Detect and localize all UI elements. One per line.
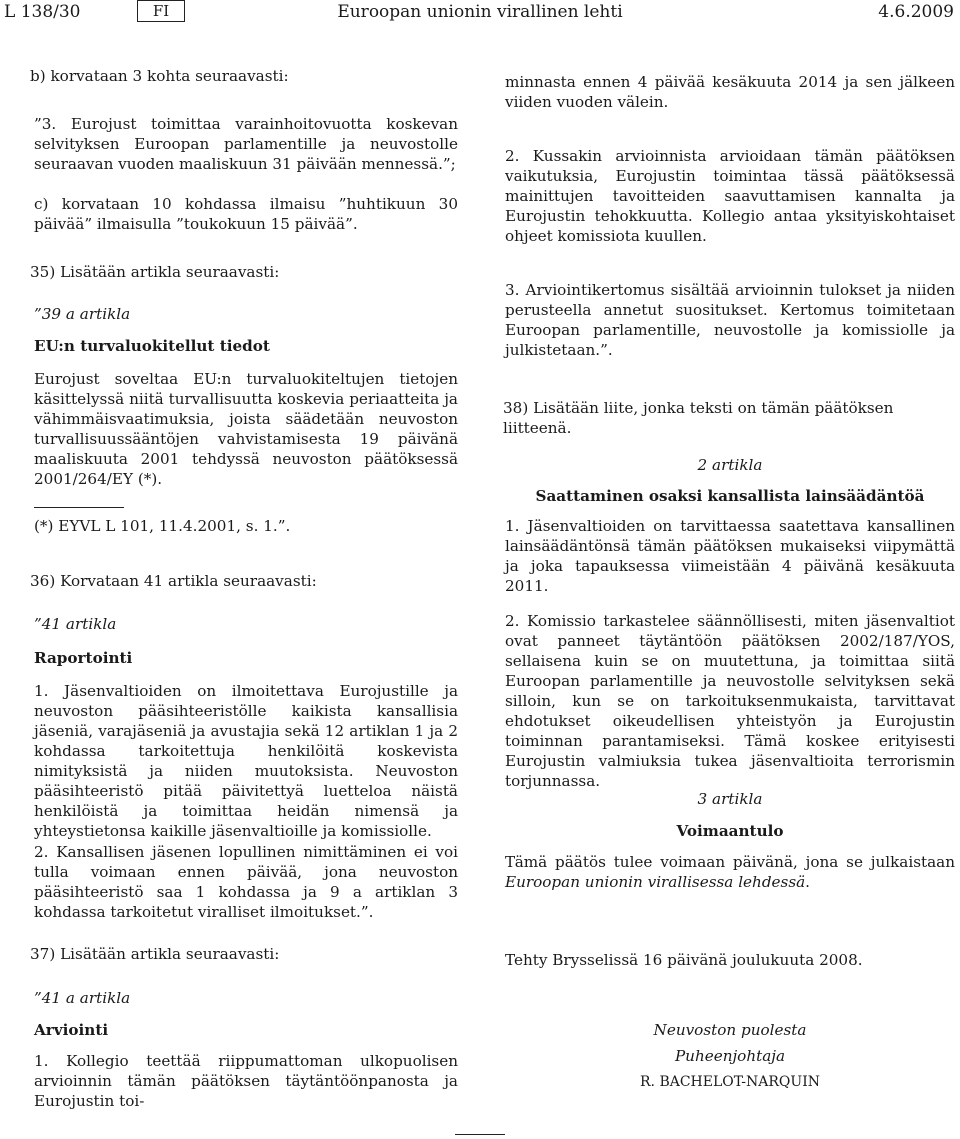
right-para-2: 2. Kussakin arvioinnista arvioidaan tämän päätöksen vaikutuksia, Eurojustin toimintaa tässä päätöksessä mainittujen tavoitteiden saavuttamisen kannalta ja Eurojustin tehokkuutta. Kollegio antaa yksityiskohtaiset ohjeet komissiota kuullen. [505,147,955,245]
article-41-title: Raportointi [34,649,133,667]
signature-role: Puheenjohtaja [674,1047,786,1065]
article-41a-title: Arviointi [34,1021,109,1039]
item-36: 36) Korvataan 41 artikla seuraavasti: [30,572,317,590]
article-39a-heading: ”39 a artikla [34,305,131,323]
item-35: 35) Lisätään artikla seuraavasti: [30,263,280,281]
article-41a-heading: ”41 a artikla [34,989,131,1007]
article-3-title: Voimaantulo [676,822,784,840]
article-41a-para-1: 1. Kollegio teettää riippumattoman ulkopuolisen arvioinnin tämän päätöksen täytäntöönpanosta ja Eurojustin toi- [34,1052,458,1110]
article-2-para-1: 1. Jäsenvaltioiden on tarvittaessa saatettava kansallinen lainsäädäntönsä tämän päätöksen mukaiseksi viipymättä ja joka tapauksessa viimeistään 4 päivänä kesäkuuta 2011. [505,517,955,595]
article-39a-title: EU:n turvaluokitellut tiedot [34,337,270,355]
article-39a-text: Eurojust soveltaa EU:n turvaluokiteltujen tietojen käsittelyssä niitä turvallisuutta koskevia periaatteita ja vähimmäisvaatimuksia, joista säädetään neuvoston turvallisuussääntöjen vahvistamisesta 19 päivänä maaliskuuta 2001 tehdyssä neuvoston päätöksessä 2001/264/EY (*). [34,370,458,488]
item-38: 38) Lisätään liite, jonka teksti on tämän päätöksen liitteenä. [503,399,894,437]
language-code: FI [137,0,185,22]
done-at: Tehty Brysselissä 16 päivänä joulukuuta 2008. [505,951,863,969]
footnote-rule [34,507,124,508]
article-2-title: Saattaminen osaksi kansallista lainsäädäntöä [535,487,925,505]
item-37: 37) Lisätään artikla seuraavasti: [30,945,280,963]
page-header [0,0,960,30]
item-c-text: c) korvataan 10 kohdassa ilmaisu ”huhtikuun 30 päivää” ilmaisulla ”toukokuun 15 päivää”. [34,195,458,233]
article-41-heading: ”41 artikla [34,615,117,633]
right-continuation: minnasta ennen 4 päivää kesäkuuta 2014 ja sen jälkeen viiden vuoden välein. [505,73,955,111]
article-2-para-2: 2. Komissio tarkastelee säännöllisesti, miten jäsenvaltiot ovat panneet täytäntöön päätöksen 2002/187/YOS, sellaisena kuin se on muutettuna, ja toimittaa siitä Euroopan parlamentille ja neuvostolle selvityksen sekä silloin, kun se on tarkoituksenmukaista, tarvittavat ehdotukset oikeudellisen yhteistyön ja Eurojustin toiminnan parantamiseksi. Tämä koskee erityisesti Eurojustin valmiuksia tukea jäsenvaltioita terrorismin torjunnassa. [505,612,955,790]
article-3-heading: 3 artikla [697,790,763,808]
right-para-3: 3. Arviointikertomus sisältää arvioinnin tulokset ja niiden perusteella annetut suositukset. Kertomus toimitetaan Euroopan parlamentille, neuvostolle ja komissiolle ja julkistetaan.”. [505,281,955,359]
footnote: (*) EYVL L 101, 11.4.2001, s. 1.”. [34,517,291,535]
journal-name-italic: Euroopan unionin virallisessa lehdessä [505,873,806,891]
article-3-text-main: Tämä päätös tulee voimaan päivänä, jona se julkaistaan [505,853,955,871]
article-41-para-1: 1. Jäsenvaltioiden on ilmoitettava Eurojustille ja neuvoston pääsihteeristölle kaikista kansallisia jäseniä, varajäseniä ja avustajia sekä 12 artiklan 1 ja 2 kohdassa tarkoitettuja henkilöitä koskevista nimityksistä ja niiden muutoksista. Neuvoston pääsihteeristö pitää päivitettyä luetteloa näistä henkilöistä ja toimittaa heidän nimensä ja yhteystietonsa kaikille jäsenvaltioille ja komissiolle. [34,682,458,840]
article-2-heading: 2 artikla [697,456,763,474]
article-3-text [505,852,955,892]
signature-name: R. BACHELOT-NARQUIN [640,1074,820,1090]
signature-council: Neuvoston puolesta [653,1021,807,1039]
item-b-text: ”3. Eurojust toimittaa varainhoitovuotta koskevan selvityksen Euroopan parlamentille ja neuvostolle seuraavan vuoden maaliskuun 31 päivään mennessä.”; [34,115,458,173]
article-3-text-end: . [805,873,810,891]
item-b-intro: b) korvataan 3 kohta seuraavasti: [30,67,289,85]
publication-date: 4.6.2009 [878,2,954,22]
page-reference: L 138/30 [4,2,81,22]
bottom-rule [455,1134,505,1135]
journal-title: Euroopan unionin virallinen lehti [337,2,623,22]
article-41-para-2: 2. Kansallisen jäsenen lopullinen nimittäminen ei voi tulla voimaan ennen päivää, jona neuvoston pääsihteeristö saa 1 kohdassa ja 9 a artiklan 3 kohdassa tarkoitetut viralliset ilmoitukset.”. [34,843,458,921]
